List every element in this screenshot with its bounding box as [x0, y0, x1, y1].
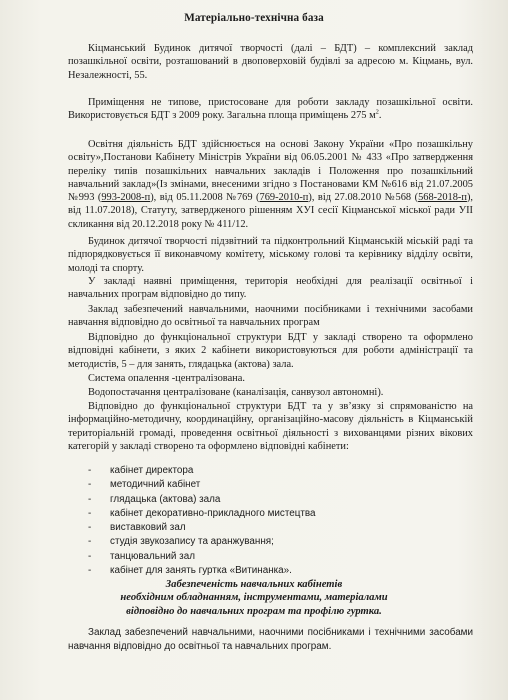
legal-text-c: ), від 27.08.2010 №568 (	[308, 192, 419, 204]
dash-bullet: -	[88, 536, 92, 548]
subheading-line-1: Забезпеченість навчальних кабінетів	[165, 579, 343, 590]
room-name: кабінет декоративно-прикладного мистецтва	[110, 507, 316, 519]
legal-text-d: ), від 11.07.2018), Статуту, затвердженого рішенням ХУІ сесії Кіцманської міської ради УІІ скликання від 20.12.2018 року № 411/12.	[68, 192, 473, 230]
premises-end: .	[378, 110, 382, 122]
legal-text-a: Освітня діяльність БДТ здійснюється на основі Закону України «Про позашкільну освіту»,Постанови Кабінету Міністрів України від 06.05.2001 № 433 «Про затвердження переліку типів позашкільних навчальних закладів і Положення про позашкільний навчальний заклад»(Із змінами, внесеними згідно з Постановами КМ №616 від 21.07.2005 №993 (	[68, 139, 473, 204]
paragraph-subordination: Будинок дитячої творчості підзвітний та підконтрольний Кіцманській міській раді та підпорядковується її виконавчому комітету, міському голові та керівнику відділу освіти, молоді та спорту.	[68, 236, 473, 274]
dash-bullet: -	[88, 550, 92, 562]
dash-bullet: -	[88, 493, 92, 505]
premises-text: Приміщення не типове, пристосоване для роботи закладу позашкільної освіти. Використовується БДТ з 2009 року. Загальна площа приміщень 275 м	[68, 97, 473, 122]
dash-bullet: -	[88, 507, 92, 519]
document-title: Матеріально-технічна база	[184, 12, 324, 24]
room-name: методичний кабінет	[110, 479, 201, 491]
paragraph-rooms-intro: Відповідно до функціональної структури БДТ та у зв’язку зі спрямованістю на інформаційно-методичну, координаційну, організаційно-масову діяльність в Кіцманській територіальній громаді, проведення освітньої діяльності з вихованцями різних вікових категорій у закладі створено та оформлено відповідні кабінети:	[68, 401, 473, 452]
room-name: кабінет директора	[110, 465, 194, 476]
paragraph-structure: Відповідно до функціональної структури БДТ у закладі створено та оформлено відповідні кабінети, з яких 2 кабінети використовуються для роботи адміністрації та методистів, 5 – для занять, глядацька (актова) зала.	[68, 332, 473, 370]
paragraph-final: Заклад забезпечений навчальними, наочними посібниками і технічними засобами навчання відповідно до освітньої та навчальних програм.	[68, 627, 473, 652]
list-item	[88, 521, 316, 535]
paragraph-water: Водопостачання централізоване (каналізація, санвузол автономні).	[88, 387, 384, 398]
list-item	[88, 535, 316, 549]
dash-bullet: -	[88, 522, 92, 534]
subheading-line-3: відповідно до навчальних програм та профілю гуртка.	[126, 605, 382, 617]
paragraph-heating: Система опалення -централізована.	[88, 373, 245, 384]
area-unit-superscript: 2	[375, 108, 379, 116]
dash-bullet: -	[88, 479, 92, 491]
paragraph-premises	[68, 96, 473, 123]
section-subheading	[0, 578, 508, 618]
room-name: глядацька (актова) зала	[110, 493, 221, 505]
paragraph-premises-available: У закладі наявні приміщення, територія необхідні для реалізації освітньої і навчальних програм відповідно до типу.	[68, 276, 473, 301]
dash-bullet: -	[88, 465, 92, 476]
legal-text-b: ), від 05.11.2008 №769 (	[150, 192, 260, 204]
paragraph-equipment: Заклад забезпечений навчальними, наочними посібниками і технічними засобами навчання відповідно до освітньої та навчальних програм	[68, 304, 473, 329]
law-link-568[interactable]: 568-2018-п	[418, 192, 467, 204]
list-item	[88, 564, 316, 578]
list-item	[88, 464, 316, 478]
subheading-line-2: необхідним обладнанням, інструментами, матеріалами	[120, 592, 388, 604]
list-item	[88, 478, 316, 492]
list-item	[88, 493, 316, 507]
rooms-list	[88, 464, 316, 578]
list-item	[88, 507, 316, 521]
room-name: танцювальний зал	[110, 550, 195, 562]
law-link-993[interactable]: 993-2008-п	[101, 192, 151, 204]
law-link-769[interactable]: 769-2010-п	[259, 192, 309, 204]
paragraph-intro: Кіцманський Будинок дитячої творчості (далі – БДТ) – комплексний заклад позашкільної освіти, розташований в двоповерховій будівлі за адресою м. Кіцмань, вул. Незалежності, 55.	[68, 43, 473, 81]
list-item	[88, 550, 316, 564]
dash-bullet: -	[88, 565, 92, 577]
paragraph-legal-basis	[68, 138, 473, 231]
room-name: кабінет для занять гуртка «Витинанка».	[110, 565, 292, 577]
room-name: виставковий зал	[110, 522, 186, 534]
room-name: студія звукозапису та аранжування;	[110, 536, 274, 548]
